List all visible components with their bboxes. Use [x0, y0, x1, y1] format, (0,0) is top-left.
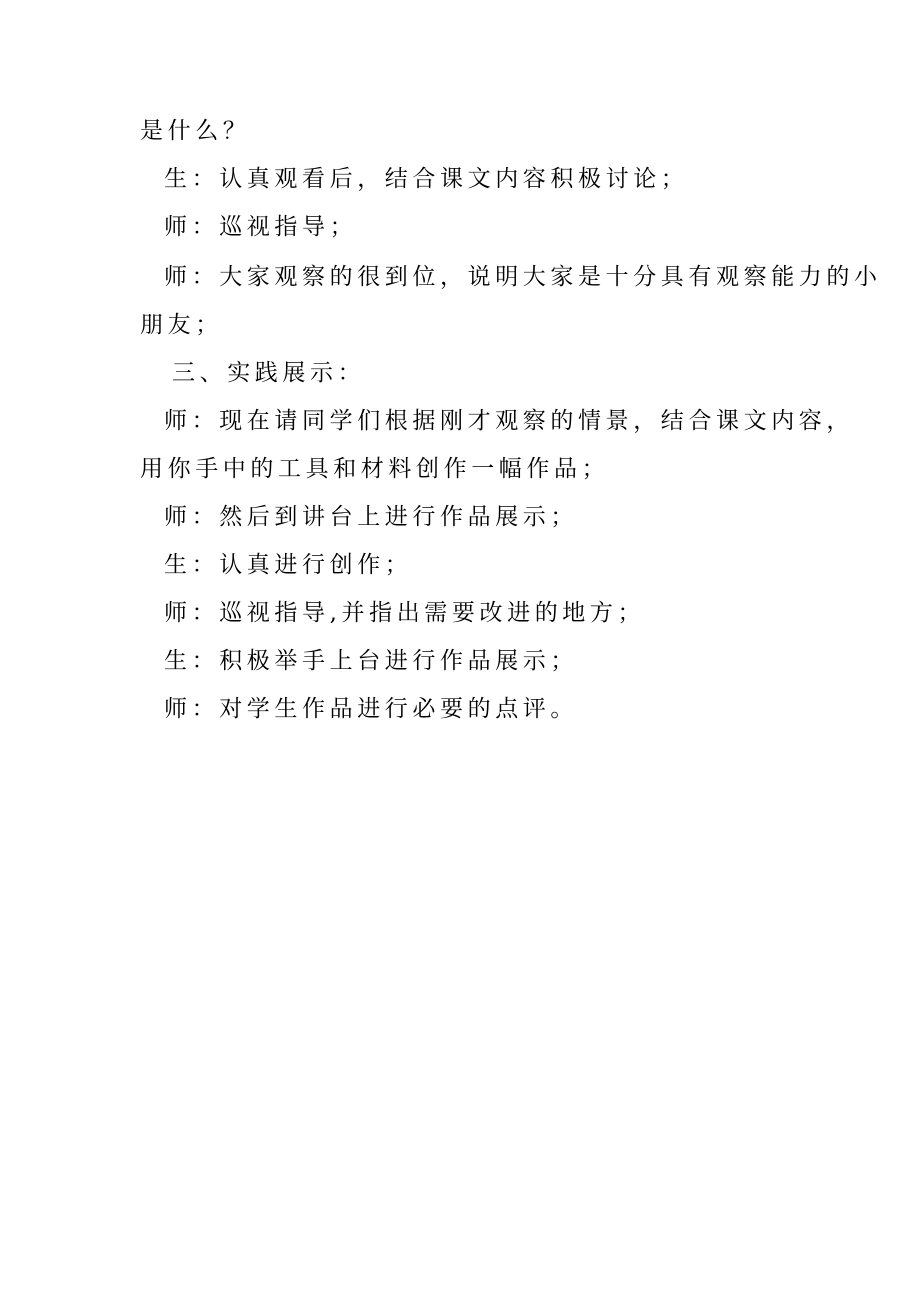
paragraph-line: 生：认真进行创作；	[164, 552, 413, 578]
paragraph-line: 生：认真观看后，结合课文内容积极讨论；	[164, 166, 689, 192]
paragraph-line: 用你手中的工具和材料创作一幅作品；	[140, 456, 610, 482]
paragraph-line: 师：对学生作品进行必要的点评。	[164, 696, 578, 722]
paragraph-line: 师：巡视指导；	[164, 214, 358, 240]
paragraph-line: 师：大家观察的很到位，说明大家是十分具有观察能力的小	[164, 264, 882, 290]
paragraph-line: 师：现在请同学们根据刚才观察的情景，结合课文内容，	[164, 408, 854, 434]
paragraph-line: 生：积极举手上台进行作品展示；	[164, 648, 578, 674]
section-heading: 三、实践展示：	[172, 360, 366, 386]
paragraph-line: 师：巡视指导,并指出需要改进的地方；	[164, 600, 646, 626]
paragraph-line: 朋友；	[140, 312, 223, 338]
paragraph-line: 是什么？	[140, 118, 251, 144]
paragraph-line: 师：然后到讲台上进行作品展示；	[164, 504, 578, 530]
